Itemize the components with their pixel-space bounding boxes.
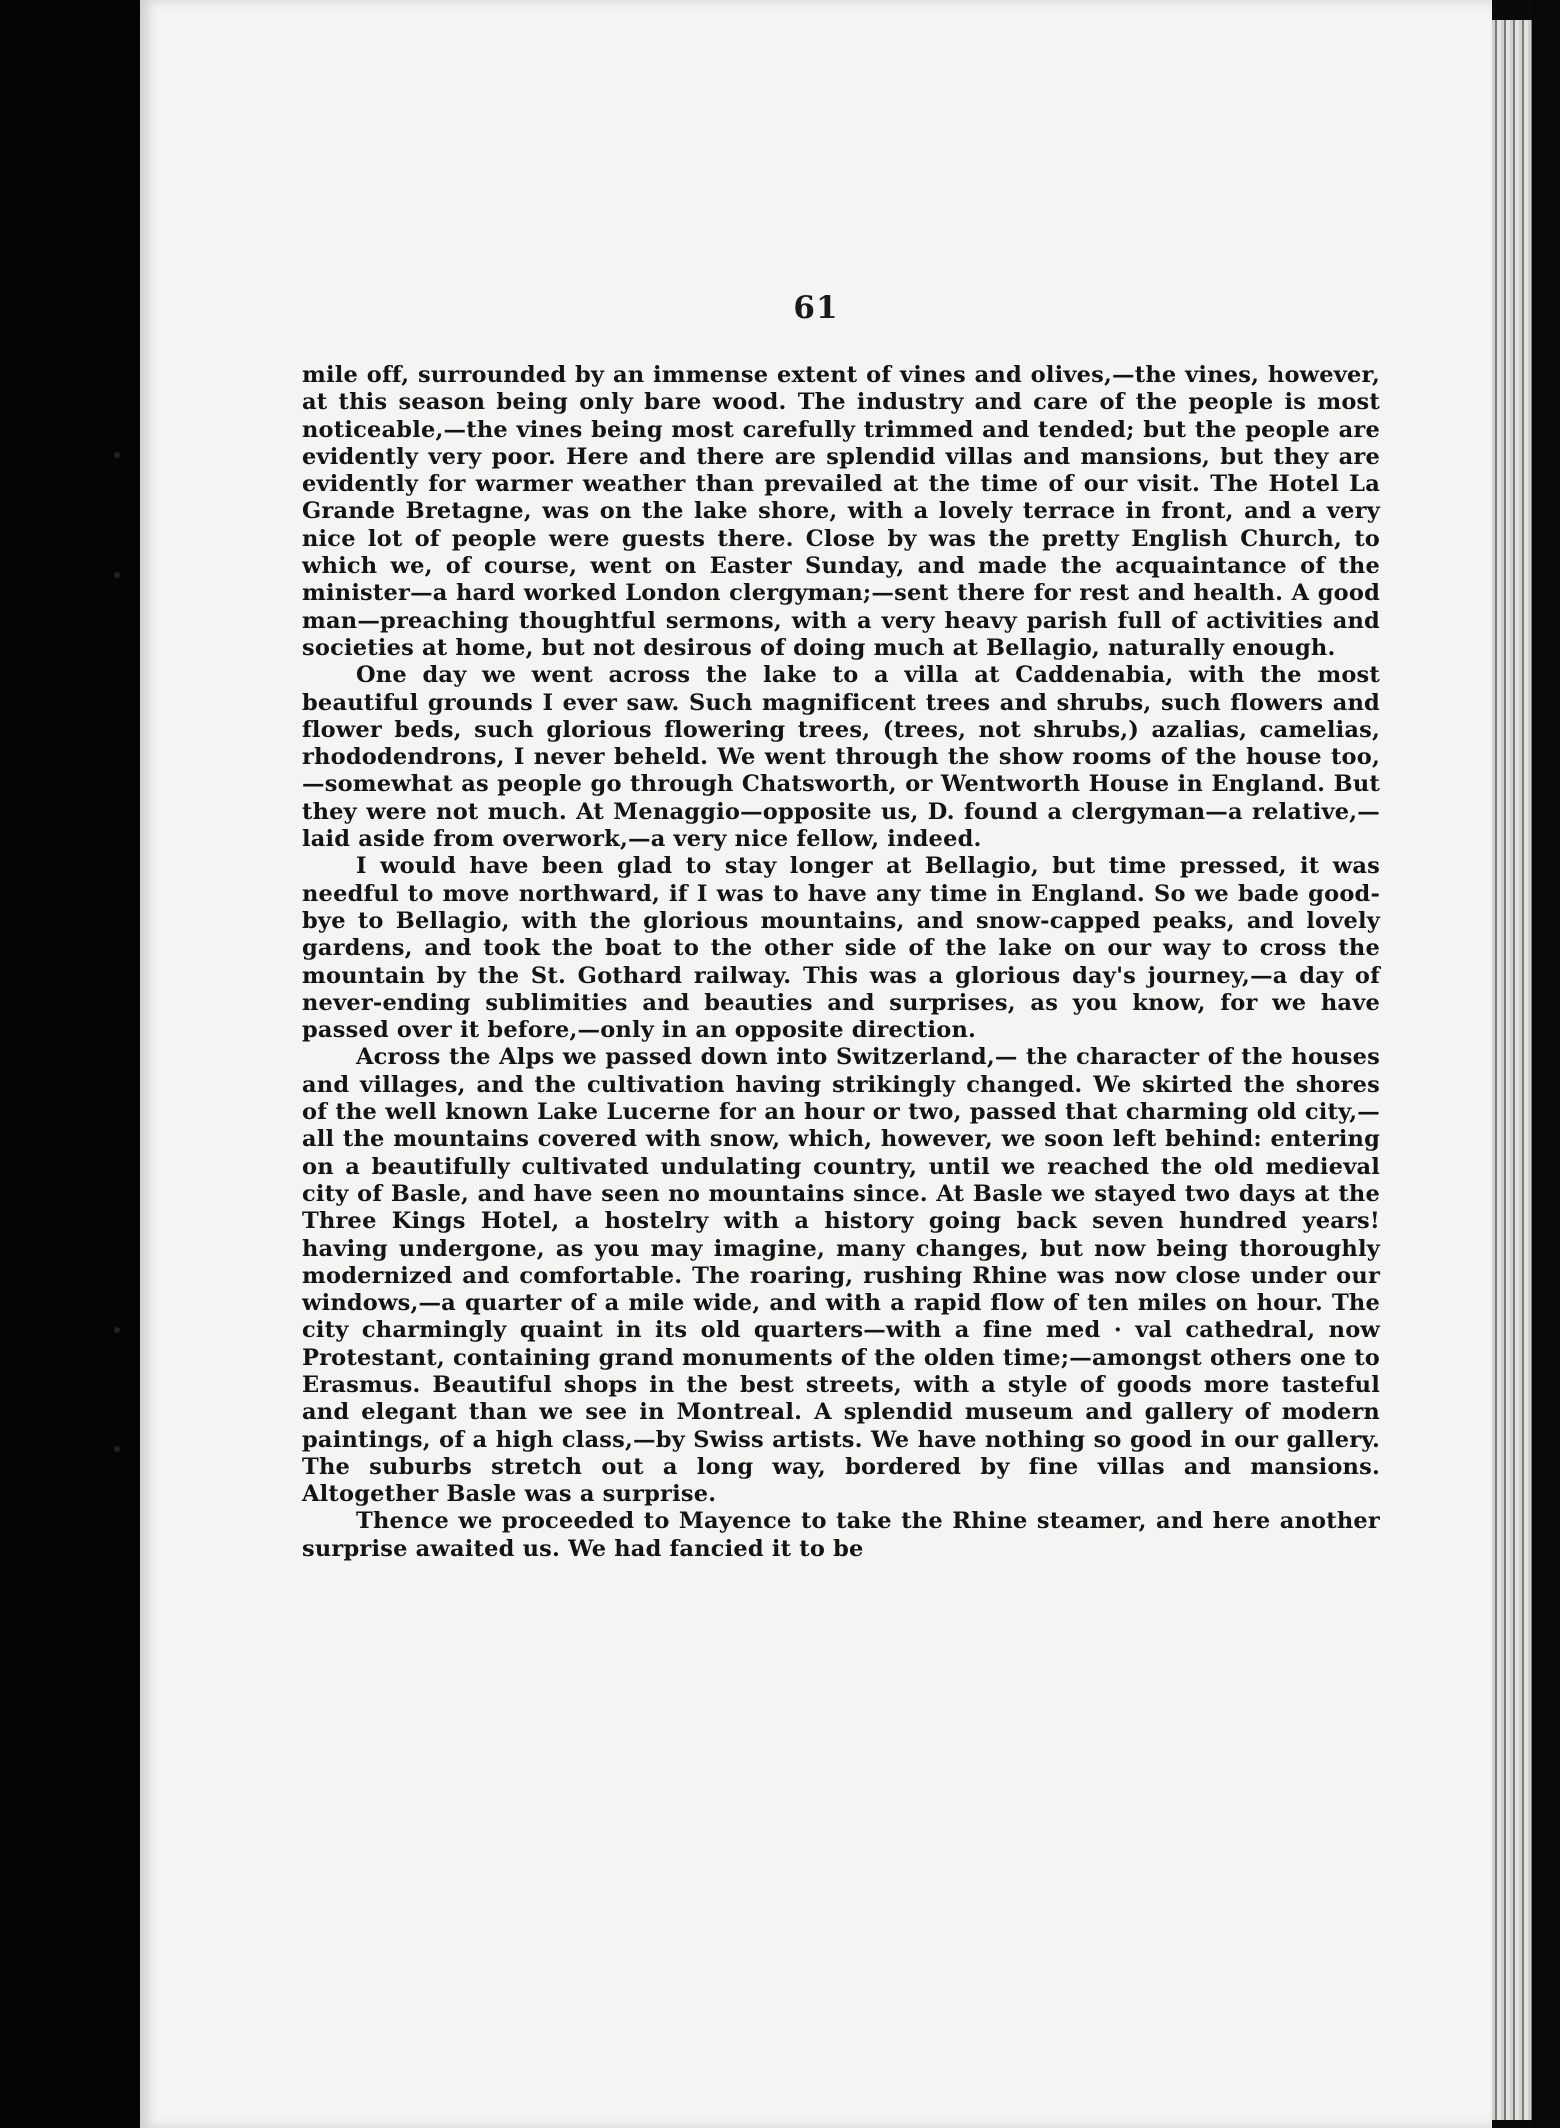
paragraph: I would have been glad to stay longer at Bellagio, but time pressed, it was needful to move northward, if I was to have any time in England. So we bade good-bye to Bellagio, with the glorious mountains, and snow-capped peaks, and lovely gardens, and took the boat to the other side of the lake on our way to cross the mountain by the St. Gothard railway. This was a glorious day's journey,—a day of never-ending sublimities and beauties and surprises, as you know, for we have passed over it before,—only in an opposite direction.: [302, 853, 1380, 1044]
binding-mark: [114, 1446, 120, 1452]
binding-mark: [114, 452, 120, 458]
binding-mark: [114, 1327, 120, 1333]
paragraph: mile off, surrounded by an immense extent of vines and olives,—the vines, however, at this season being only bare wood. The industry and care of the people is most noticeable,—the vines being most carefully trimmed and tended; but the people are evidently very poor. Here and there are splendid villas and mansions, but they are evidently for warmer weather than prevailed at the time of our visit. The Hotel La Grande Bretagne, was on the lake shore, with a lovely terrace in front, and a very nice lot of people were guests there. Close by was the pretty English Church, to which we, of course, went on Easter Sunday, and made the acquaintance of the minister—a hard worked London clergyman;—sent there for rest and health. A good man—preaching thoughtful sermons, with a very heavy parish full of activities and societies at home, but not desirous of doing much at Bellagio, naturally enough.: [302, 362, 1380, 661]
page-edges: [1492, 20, 1532, 2120]
binding-mark: [114, 572, 120, 578]
book-page: [140, 0, 1492, 2128]
scan-border-right: [1532, 0, 1560, 2128]
paragraph: One day we went across the lake to a villa at Caddenabia, with the most beautiful grounds I ever saw. Such magnificent trees and shrubs, such flowers and flower beds, such glorious flowering trees, (trees, not shrubs,) azalias, camelias, rhododendrons, I never beheld. We went through the show rooms of the house too,—somewhat as people go through Chatsworth, or Wentworth House in England. But they were not much. At Menaggio—opposite us, D. found a clergyman—a relative,—laid aside from overwork,—a very nice fellow, indeed.: [302, 662, 1380, 853]
body-text: [302, 362, 1380, 1563]
page-number: 61: [793, 290, 839, 326]
paragraph: Across the Alps we passed down into Switzerland,— the character of the houses and villages, and the cultivation having strikingly changed. We skirted the shores of the well known Lake Lucerne for an hour or two, passed that charming old city,—all the mountains covered with snow, which, however, we soon left behind: entering on a beautifully cultivated undulating country, until we reached the old medieval city of Basle, and have seen no mountains since. At Basle we stayed two days at the Three Kings Hotel, a hostelry with a history going back seven hundred years! having undergone, as you may imagine, many changes, but now being thoroughly modernized and comfortable. The roaring, rushing Rhine was now close under our windows,—a quarter of a mile wide, and with a rapid flow of ten miles on hour. The city charmingly quaint in its old quarters—with a fine med · val cathedral, now Protestant, containing grand monuments of the olden time;—amongst others one to Erasmus. Beautiful shops in the best streets, with a style of goods more tasteful and elegant than we see in Montreal. A splendid museum and gallery of modern paintings, of a high class,—by Swiss artists. We have nothing so good in our gallery. The suburbs stretch out a long way, bordered by fine villas and mansions. Altogether Basle was a surprise.: [302, 1044, 1380, 1508]
paragraph: Thence we proceeded to Mayence to take the Rhine steamer, and here another surprise awaited us. We had fancied it to be: [302, 1508, 1380, 1562]
